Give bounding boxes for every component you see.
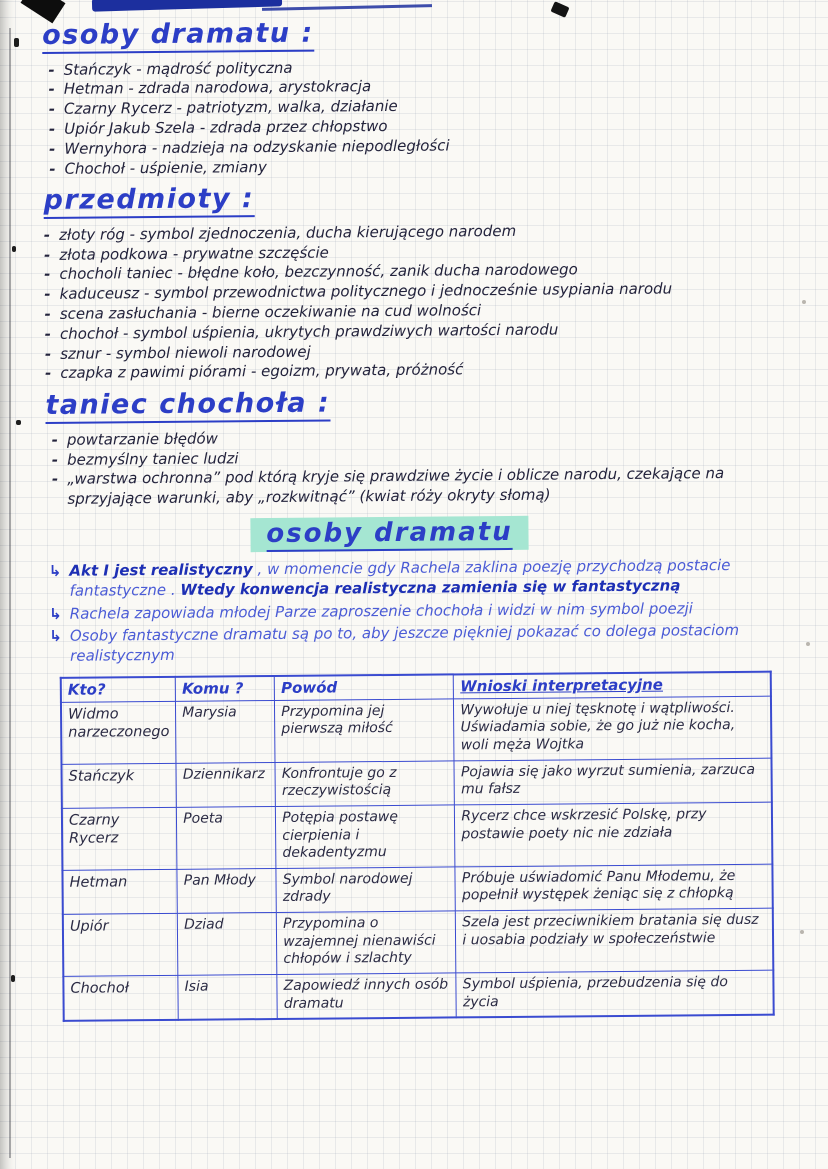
page-edge-shadow [9,28,11,1158]
note-emphasis: Wtedy konwencja realistyczna zamienia się w fantastyczną [180,576,681,599]
dash-marker: - [51,450,59,469]
note-lead: Akt I jest realistyczny [69,560,253,580]
cell-kto: Stańczyk [61,763,176,808]
cell-powod: Symbol narodowej zdrady [276,867,456,913]
mint-highlight [250,516,529,552]
table-row [63,970,773,1021]
dash-marker: - [48,80,55,99]
dash-marker: - [44,265,51,284]
cell-komu: Dziad [178,913,278,976]
col-header-powod: Powód [274,674,453,700]
arrow-icon: ↳ [49,627,63,646]
col-header-komu: Komu ? [175,676,274,701]
cell-powod: Potępia postawę cierpienia i dekadentyzmu [276,805,456,868]
paper-speck [806,642,810,646]
dash-marker: - [51,470,59,489]
cell-kto: Czarny Rycerz [62,807,177,870]
list-item-text: sznur - symbol niewoli narodowej [60,342,311,363]
cell-powod: Przypomina jej pierwszą miłość [275,699,455,762]
handwritten-notes [42,13,807,1022]
cell-wnioski: Wywołuje u niej tęsknotę i wątpliwości. Uświadamia sobie, że go już nie kocha, woli męża Wojtka [454,696,772,761]
table-row [61,696,772,764]
note-item [49,598,803,624]
taniec-list [52,424,803,510]
cell-wnioski: Rycerz chce wskrzesić Polskę, przy postawie poety nic nie zdziała [455,802,773,867]
arrow-icon: ↳ [49,604,62,623]
list-item-text: „warstwa ochronna” pod którą kryje się prawdziwe życie i oblicze narodu, czekające na sprzyjające warunki, aby „rozkwitnąć” (kwiat róży okryty słomą) [67,464,725,508]
list-item-text: czapka z pawimi piórami - egoizm, prywata, próżność [60,360,464,383]
list-item-text: Wernyhora - nadzieja na odzyskanie niepodległości [64,136,450,158]
cell-kto: Upiór [63,913,178,976]
list-item-text: złoty róg - symbol zjednoczenia, ducha kierującego narodem [59,221,517,244]
osoby-list [48,54,799,179]
list-item-text: scena zasłuchania - bierne oczekiwanie na cud wolności [59,301,482,323]
section-przedmioty [43,179,801,384]
cell-kto: Chochoł [63,975,178,1021]
dash-marker: - [49,159,56,178]
table-row [62,802,773,870]
note-text [69,555,803,601]
arrow-icon: ↳ [48,561,62,580]
cell-kto: Hetman [62,869,177,914]
cell-kto: Widmo narzeczonego [61,701,176,764]
list-item-text: Czarny Rycerz - patriotyzm, walka, działanie [63,97,398,118]
note-item [49,555,803,601]
list-item-text: chochoł - symbol uśpienia, ukrytych prawdziwych wartości narodu [59,320,559,343]
dash-marker: - [49,139,56,158]
list-item-text: powtarzanie błędów [66,429,218,449]
section-osoby-dramatu [42,13,799,179]
cell-wnioski: Symbol uśpienia, przebudzenia się do życia [456,970,774,1018]
list-item-text: złota podkowa - prywatne szczęście [59,243,329,264]
cell-komu: Pan Młody [177,868,276,913]
dash-marker: - [44,344,52,363]
table-row [63,908,774,976]
list-item-text: Stańczyk - mądrość polityczna [63,58,293,79]
dash-marker: - [51,430,58,449]
col-header-wnioski: Wnioski interpretacyjne [454,672,771,699]
dash-marker: - [43,245,51,264]
dash-marker: - [44,304,51,324]
cell-wnioski: Pojawia się jako wyrzut sumienia, zarzuca mu fałsz [454,758,772,805]
cell-wnioski: Próbuje uświadomić Panu Młodemu, że popełnił występek żeniąc się z chłopką [455,864,773,911]
cell-wnioski: Szela jest przeciwnikiem bratania się dusz i uosabia podziały w społeczeństwie [456,908,774,973]
note-body: Osoby fantastyczne dramatu są po to, aby jeszcze piękniej pokazać co dolega postaciom realistycznym [69,621,740,665]
dash-marker: - [43,225,51,244]
dash-marker: - [48,119,56,138]
list-item-text: bezmyślny taniec ludzi [66,448,239,469]
przedmioty-list [44,219,801,384]
dash-marker: - [44,285,51,304]
ink-dot [16,420,21,425]
section-title: przedmioty : [43,185,254,218]
cell-komu: Poeta [177,806,277,869]
interpretation-table [60,671,775,1022]
ink-dot [14,38,19,47]
table-row [62,864,772,914]
note-body: , w momencie gdy Rachela zaklina poezję przychodzą postacie fantastyczne . [69,555,731,600]
section-title: taniec chochoła : [45,390,330,424]
ink-dot [12,246,16,252]
dash-marker: - [44,324,52,343]
note-text [70,599,693,624]
dash-marker: - [48,100,56,119]
cell-powod: Konfrontuje go z rzeczywistością [275,761,455,807]
cutoff-underline-stroke [262,4,432,11]
section-title: osoby dramatu : [42,20,314,54]
section-taniec-chochola [45,384,802,510]
list-item [52,464,802,510]
note-text [70,621,804,667]
cutoff-heading-stroke [92,0,282,12]
list-item-text: Hetman - zdrada narodowa, arystokracja [63,77,372,99]
cell-komu: Marysia [176,700,276,763]
list-item-text: Upiór Jakub Szela - zdrada przez chłopstwo [64,116,388,138]
note-item [49,621,803,667]
cell-komu: Isia [178,974,277,1020]
dash-marker: - [48,60,55,79]
dash-marker: - [45,364,52,383]
col-header-kto: Kto? [61,677,176,702]
table-row [61,758,771,808]
note-body: Rachela zapowiada młodej Parze zaproszenie chochoła i widzi w nim symbol poezji [69,598,693,623]
cell-powod: Przypomina o wzajemnej nienawiści chłopów i szlachty [277,911,457,974]
paper-speck [802,300,806,304]
cell-powod: Zapowiedź innych osób dramatu [277,973,457,1019]
center-heading-row [46,514,732,554]
ink-dot [11,975,15,982]
list-item-text: chocholi taniec - błędne koło, bezczynność, zanik ducha narodowego [59,260,578,284]
notes-block [49,555,804,667]
cell-komu: Dziennikarz [176,762,275,807]
list-item-text: Chochoł - uśpienie, zmiany [64,157,267,178]
center-heading: osoby dramatu [266,517,513,552]
list-item-text: kaduceusz - symbol przewodnictwa politycznego i jednocześnie usypiania narodu [59,279,673,304]
